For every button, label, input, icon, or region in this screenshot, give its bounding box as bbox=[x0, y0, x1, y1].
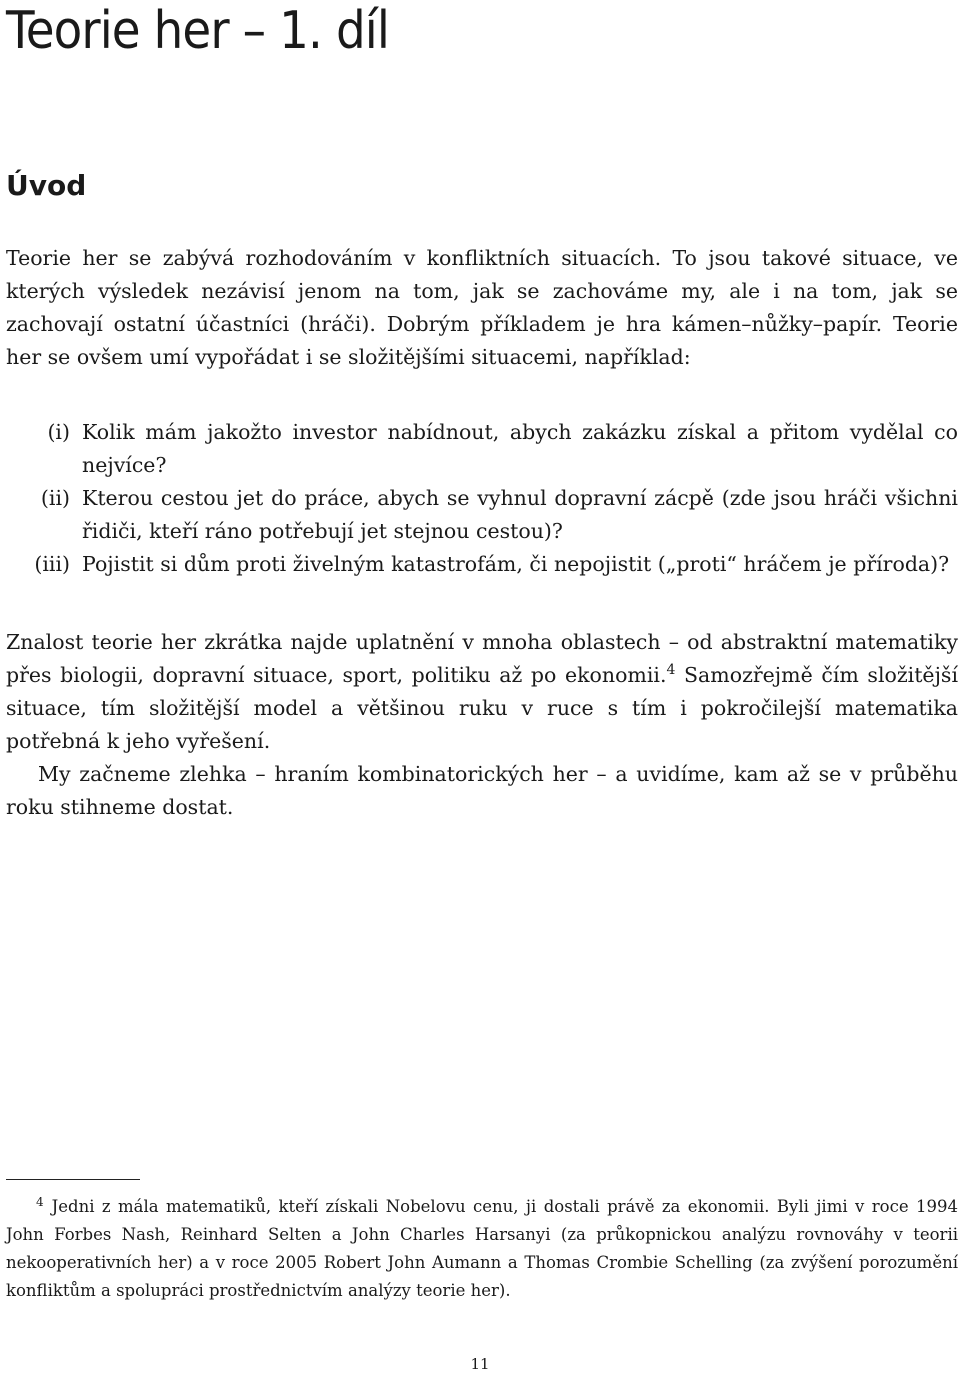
footnote-text: Jedni z mála matematiků, kteří získali Nobelovu cenu, ji dostali právě za ekonomii. Byli jimi v roce 1994 John Forbes Nash, Reinhard Selten a John Charles Harsanyi (za průkopnickou analýzu rovnováhy v teorii nekooperativních her) a v roce 2005 Robert John Aumann a Thomas Crombie Schelling (za zvýšení porozumění konfliktům a spolupráci prostřednictvím analýzy teorie her). bbox=[6, 1197, 958, 1300]
list-item-text: Pojistit si dům proti živelným katastrofám, či nepojistit („proti“ hráčem je příroda)? bbox=[82, 552, 950, 576]
footnote-divider bbox=[6, 1179, 140, 1180]
footnote bbox=[6, 1188, 958, 1305]
list-item bbox=[6, 416, 958, 482]
list-item-text: Kterou cestou jet do práce, abych se vyhnul dopravní zácpě (zde jsou hráči všichni řidiči, kteří ráno potřebují jet stejnou cestou)? bbox=[82, 486, 958, 543]
applications-paragraph bbox=[6, 626, 958, 758]
page-title: Teorie her – 1. díl bbox=[6, 1, 389, 61]
list-item-text: Kolik mám jakožto investor nabídnout, abych zakázku získal a přitom vydělal co nejvíce? bbox=[82, 420, 958, 477]
list-item-label: (i) bbox=[47, 420, 70, 444]
paragraph-text: Znalost teorie her zkrátka najde uplatnění v mnoha oblastech – od abstraktní matematiky přes biologii, dopravní situace, sport, politiku až po ekonomii. bbox=[6, 630, 958, 687]
list-item-label: (ii) bbox=[40, 486, 70, 510]
outlook-paragraph: My začneme zlehka – hraním kombinatorických her – a uvidíme, kam až se v průběhu roku stihneme dostat. bbox=[6, 762, 958, 819]
footnote-mark: 4 bbox=[36, 1195, 44, 1209]
list-item-label: (iii) bbox=[34, 552, 70, 576]
paragraph-text: Samozřejmě čím složitější situace, tím složitější model a většinou ruku v ruce s tím i pokročilejší matematika potřebná k jeho vyřešení. bbox=[6, 663, 958, 753]
list-item bbox=[6, 548, 958, 581]
footnote-reference[interactable]: 4 bbox=[666, 662, 676, 679]
intro-paragraph: Teorie her se zabývá rozhodováním v konfliktních situacích. To jsou takové situace, ve kterých výsledek nezávisí jenom na tom, jak se zachováme my, ale i na tom, jak se zachovají ostatní účastníci (hráči). Dobrým příkladem je hra kámen–nůžky–papír. Teorie her se ovšem umí vypořádat i se složitějšími situacemi, například: bbox=[6, 246, 958, 369]
list-item bbox=[6, 482, 958, 548]
examples-list bbox=[6, 416, 958, 581]
section-heading: Úvod bbox=[6, 169, 87, 202]
page-number: 11 bbox=[470, 1355, 490, 1373]
